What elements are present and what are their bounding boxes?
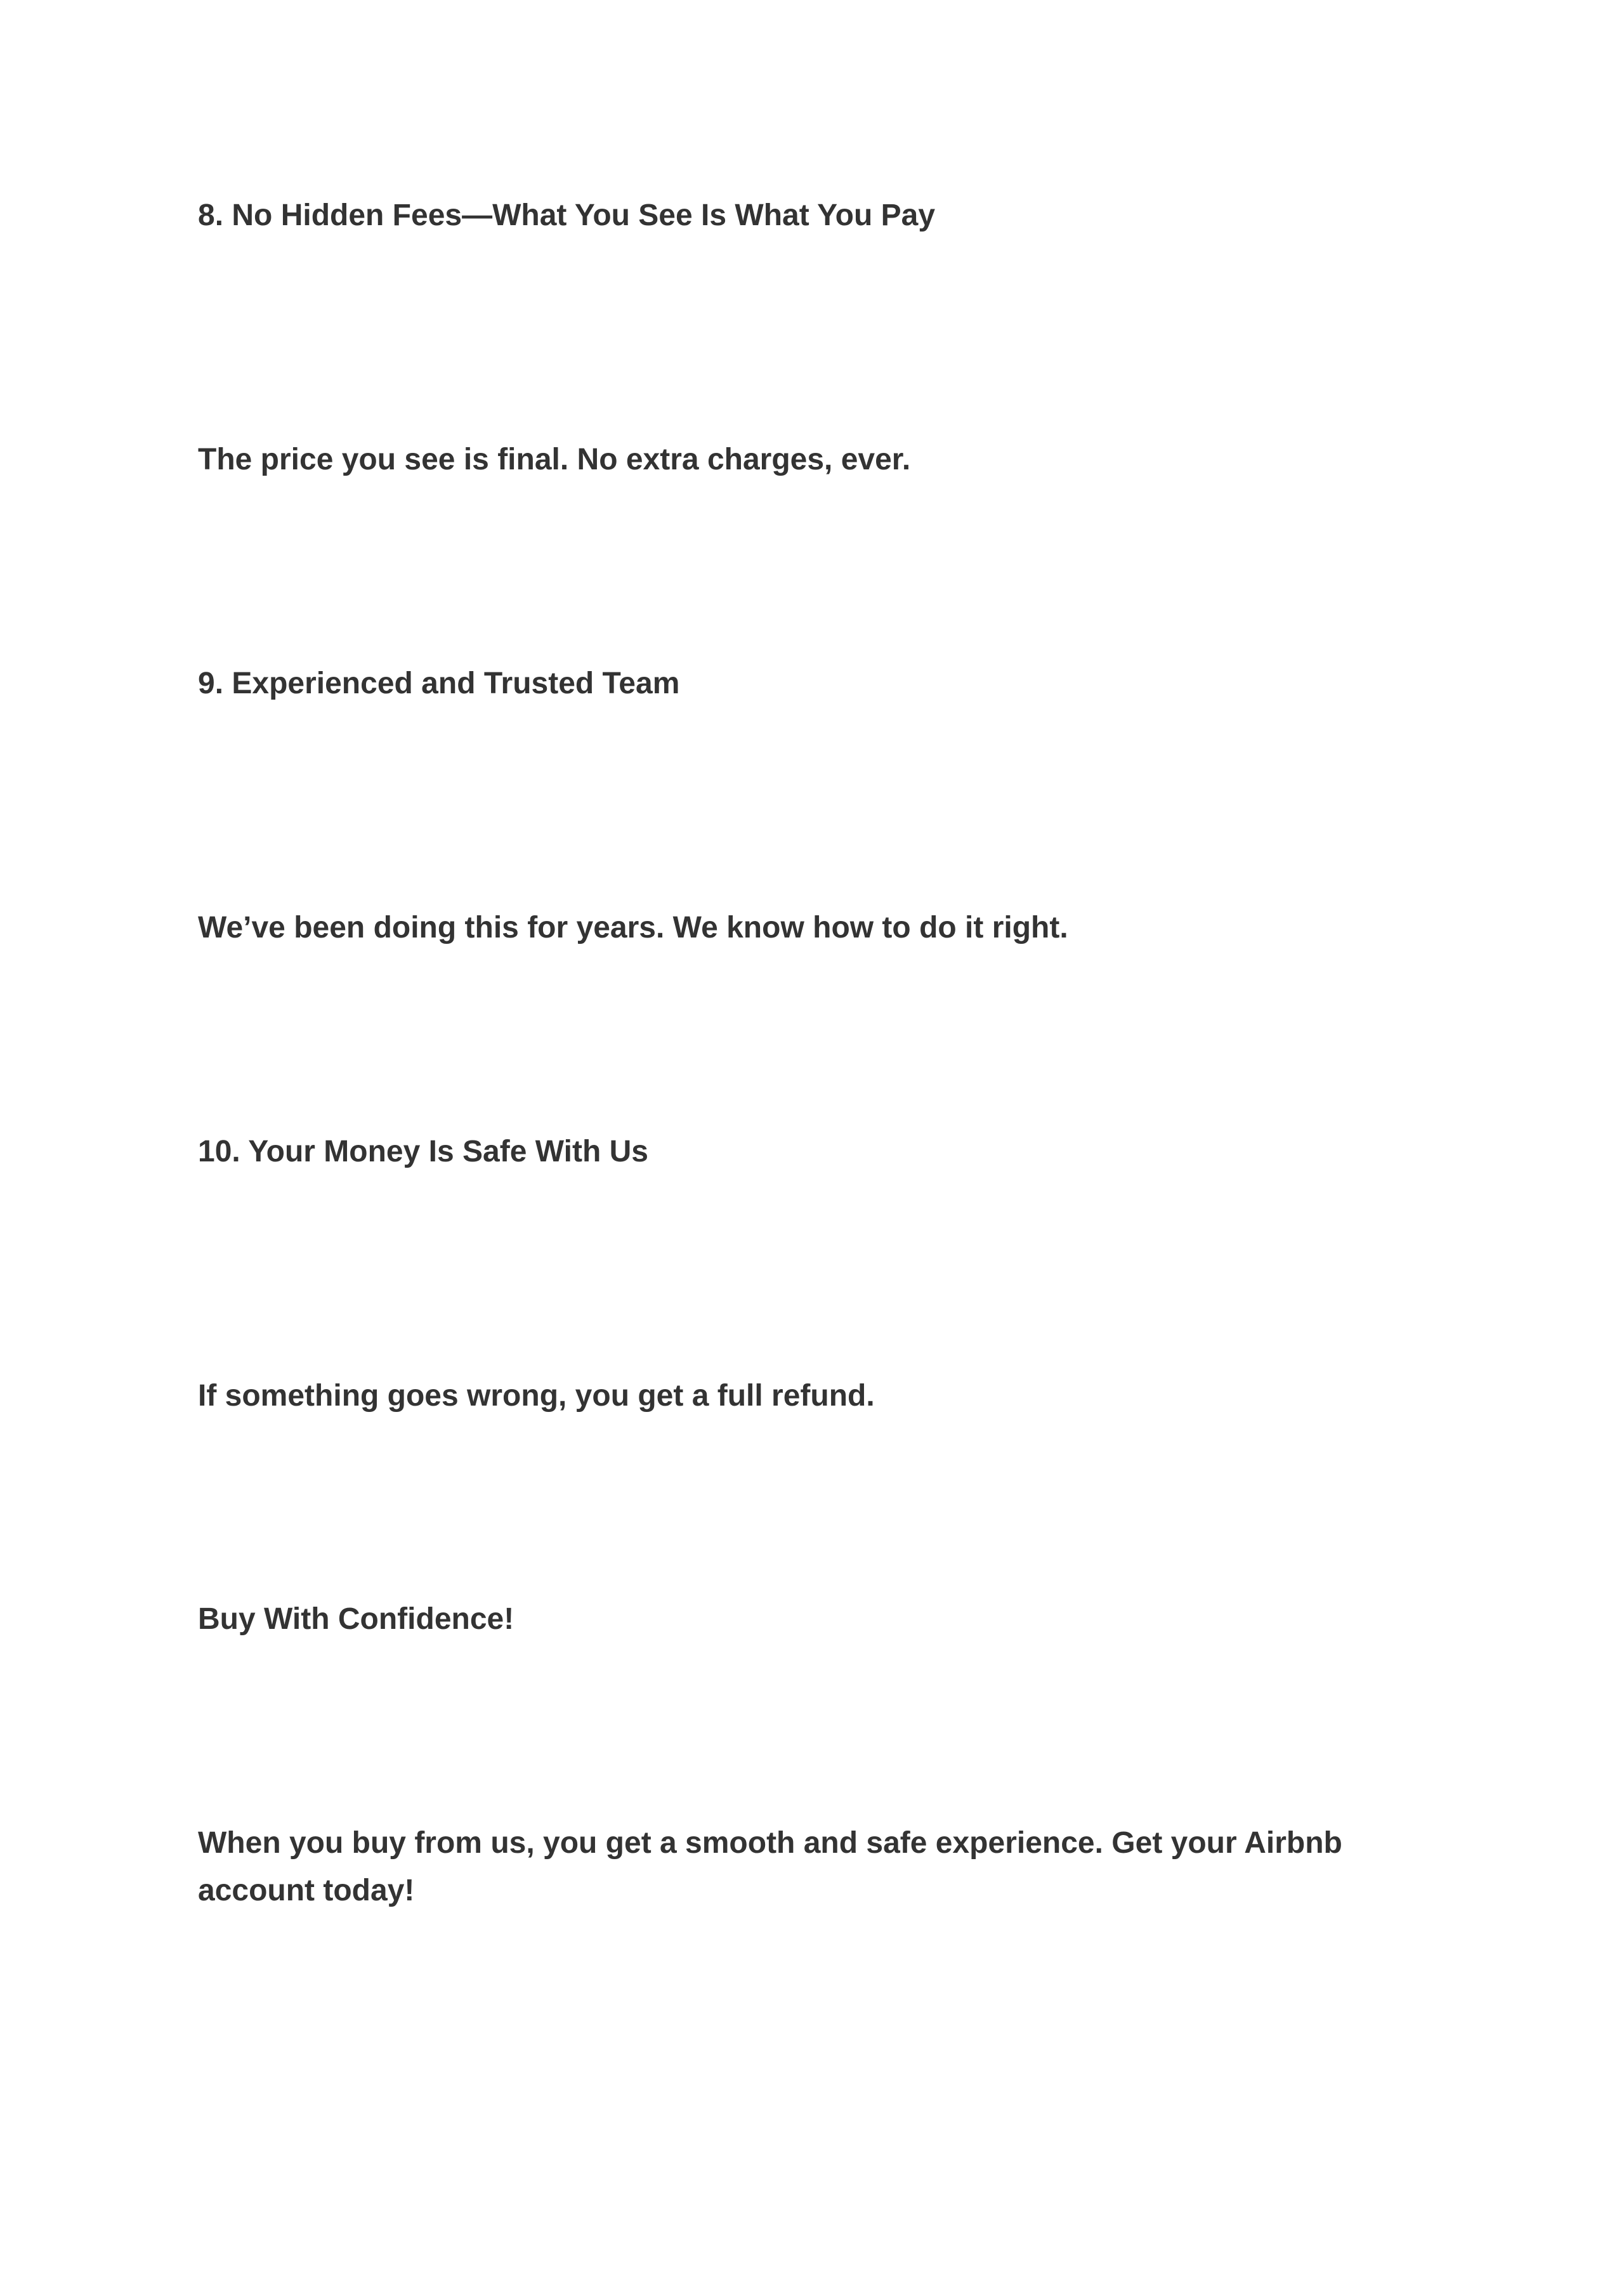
section-10-heading: 10. Your Money Is Safe With Us bbox=[198, 1135, 648, 1168]
closing-heading: Buy With Confidence! bbox=[198, 1602, 514, 1636]
closing-text-line-2: account today! bbox=[198, 1874, 415, 1907]
section-8-text: The price you see is final. No extra charges, ever. bbox=[198, 443, 911, 476]
section-8-heading: 8. No Hidden Fees—What You See Is What You Pay bbox=[198, 199, 936, 232]
section-9-heading: 9. Experienced and Trusted Team bbox=[198, 667, 680, 700]
section-9-text: We’ve been doing this for years. We know how to do it right. bbox=[198, 911, 1068, 944]
section-10-text: If something goes wrong, you get a full refund. bbox=[198, 1379, 875, 1413]
closing-text-line-1: When you buy from us, you get a smooth and safe experience. Get your Airbnb bbox=[198, 1826, 1342, 1860]
